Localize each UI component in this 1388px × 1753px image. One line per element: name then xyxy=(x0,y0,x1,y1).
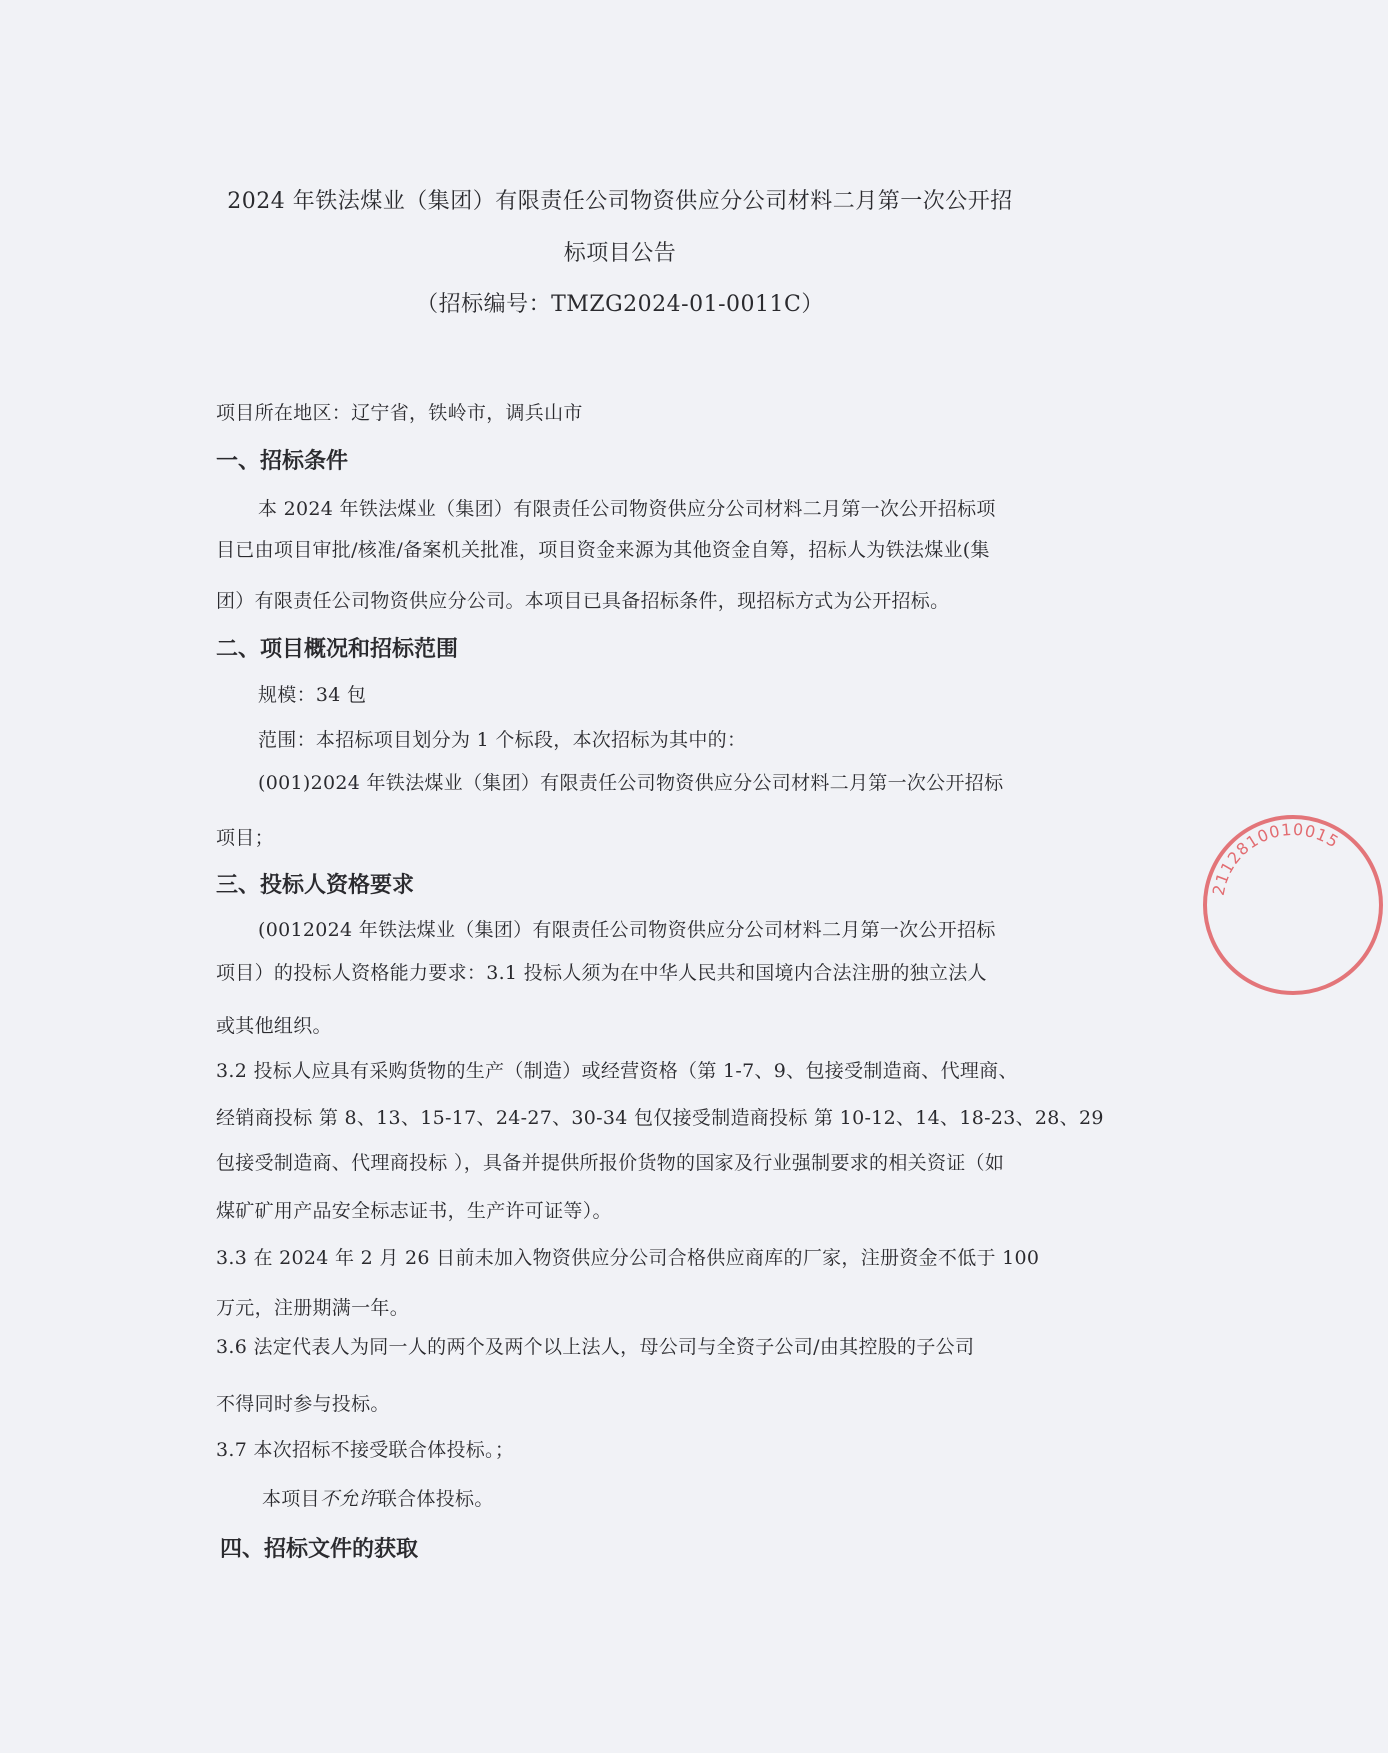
consortium-note xyxy=(262,1484,494,1511)
seal-number: 2112810010015 xyxy=(1208,819,1343,898)
lot-item: 项目； xyxy=(216,827,274,849)
consortium-suffix: 联合体投标。 xyxy=(377,1488,494,1510)
section-1-line: 本 2024 年铁法煤业（集团）有限责任公司物资供应分公司材料二月第一次公开招标项 xyxy=(258,498,996,520)
project-scale: 规模：34 包 xyxy=(258,684,367,706)
section-3-line: 3.7 本次招标不接受联合体投标。； xyxy=(216,1439,515,1461)
section-2-heading: 二、项目概况和招标范围 xyxy=(216,637,459,662)
section-3-line: (0012024 年铁法煤业（集团）有限责任公司物资供应分公司材料二月第一次公开招标 xyxy=(258,919,996,941)
section-3-line: 包接受制造商、代理商投标 ），具备并提供所报价货物的国家及行业强制要求的相关资证（如 xyxy=(216,1152,1005,1174)
project-location: 项目所在地区：辽宁省，铁岭市，调兵山市 xyxy=(216,402,583,424)
section-1-heading: 一、招标条件 xyxy=(216,449,349,474)
section-3-line: 煤矿矿用产品安全标志证书，生产许可证等）。 xyxy=(216,1200,612,1222)
tender-number: （招标编号：TMZG2024-01-0011C） xyxy=(416,292,824,317)
section-1-line: 团）有限责任公司物资供应分公司。本项目已具备招标条件，现招标方式为公开招标。 xyxy=(216,590,950,612)
lot-item: (001)2024 年铁法煤业（集团）有限责任公司物资供应分公司材料二月第一次公开招标 xyxy=(258,772,1004,794)
section-3-line: 万元，注册期满一年。 xyxy=(216,1297,410,1319)
section-3-line: 3.3 在 2024 年 2 月 26 日前未加入物资供应分公司合格供应商库的厂家，注册资金不低于 100 xyxy=(216,1247,1040,1269)
section-3-line: 3.6 法定代表人为同一人的两个及两个以上法人，母公司与全资子公司/由其控股的子公司 xyxy=(216,1336,975,1358)
section-3-line: 或其他组织。 xyxy=(216,1015,332,1037)
section-4-heading: 四、招标文件的获取 xyxy=(220,1537,419,1562)
svg-text:2112810010015 xyxy=(1209,820,1343,897)
section-1-line: 目已由项目审批/核准/备案机关批准，项目资金来源为其他资金自筹，招标人为铁法煤业(集 xyxy=(216,539,990,561)
section-3-line: 经销商投标 第 8、13、15-17、24-27、30-34 包仅接受制造商投标 第 10-12、14、18-23、28、29 xyxy=(216,1107,1104,1129)
section-3-line: 项目）的投标人资格能力要求：3.1 投标人须为在中华人民共和国境内合法注册的独立法人 xyxy=(216,962,987,984)
consortium-italic: 不允许 xyxy=(319,1488,378,1510)
consortium-prefix: 本项目 xyxy=(262,1488,320,1510)
document-title-line-2: 标项目公告 xyxy=(563,241,677,266)
document-title-line-1: 2024 年铁法煤业（集团）有限责任公司物资供应分公司材料二月第一次公开招 xyxy=(227,189,1013,214)
project-scope: 范围：本招标项目划分为 1 个标段，本次招标为其中的： xyxy=(258,729,747,751)
seal-stamp xyxy=(1198,810,1388,1000)
section-3-heading: 三、投标人资格要求 xyxy=(216,873,415,898)
section-3-line: 3.2 投标人应具有采购货物的生产（制造）或经营资格（第 1-7、9、包接受制造商、代理商、 xyxy=(216,1060,1018,1082)
section-3-line: 不得同时参与投标。 xyxy=(216,1393,390,1415)
